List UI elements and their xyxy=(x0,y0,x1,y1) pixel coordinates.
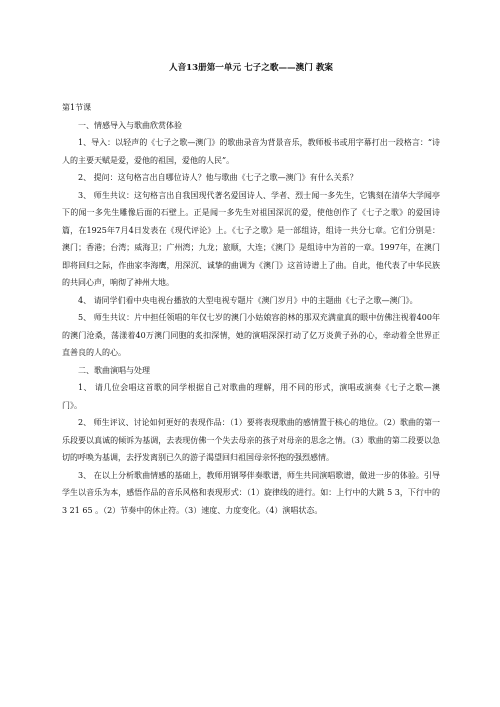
section1-item-3: 3、 师生共议：这句格言出自我国现代著名爱国诗人、学者、烈士闻一多先生，它镌刻在清华大学闻亭下的闻一多先生雕像后面的石壁上。正是闻一多先生对祖国深沉的爱，使他创作了《七子之歌》的爱国诗篇，在1925年7月4日发表在《现代评论》上。《七子之歌》是一部组诗，组诗一共分七章。它们分别是：澳门；香港；台湾；威海卫；广州湾；九龙；旅顺，大连；《澳门》是组诗中为首的一章。1997年，在澳门即将回归之际，作曲家李海鹰，用深沉、诚挚的曲调为《澳门》这首诗谱上了曲。自此，他代表了中华民族的共同心声，响彻了神州大地。 xyxy=(62,190,440,287)
section2-item-2: 2、 师生评议、讨论如何更好的表现作品：（1）要将表现歌曲的感情置于核心的地位。（2）歌曲的第一乐段要以真诚的倾诉为基调，去表现仿佛一个失去母亲的孩子对母亲的思念之情。（3）歌曲的第二段要以急切的呼唤为基调，去抒发离别已久的游子渴望回归祖国母亲怀抱的强烈感情。 xyxy=(62,418,440,462)
document-title: 人音13册第一单元 七子之歌——澳门 教案 xyxy=(168,63,334,73)
section1-item-5: 5、 师生共议：片中担任领唱的年仅七岁的澳门小姑娘容韵林的那双充满童真的眼中仿佛注视着400年的澳门沧桑，荡漾着40万澳门同胞的炙扣深情，她的演唱深深打动了亿万炎黄子孙的心，牵动着全世界正直善良的人的心。 xyxy=(62,313,440,357)
section2-item-3: 3、 在以上分析歌曲情感的基础上，教师用钢琴伴奏歌谱，师生共同演唱歌谱，做进一步的体验。引导学生以音乐为本，感悟作品的音乐风格和表现形式：（1）旋律线的进行。如：上行中的大跳 5 3，下行中的 3 21 65 。（2）节奏中的休止符。（3）速度、力度变化。（4）演唱状态。 xyxy=(62,470,440,515)
section1-item-4: 4、 请同学们看中央电视台播放的大型电视专题片《澳门岁月》中的主题曲《七子之歌—澳门》。 xyxy=(78,295,418,305)
lesson-heading: 第1节课 xyxy=(62,103,92,112)
section1-item-2: 2、 提问：这句格言出自哪位诗人？他与歌曲《七子之歌—澳门》有什么关系？ xyxy=(78,173,358,182)
document-page xyxy=(62,62,440,519)
section1-item-1: 1、导入：以轻声的《七子之歌—澳门》的歌曲录音为背景音乐，教师板书或用字幕打出一段格言：“诗人的主要天赋是爱，爱他的祖国，爱他的人民”。 xyxy=(62,138,440,165)
section-heading-1: 一、情感导入与歌曲欣赏体验 xyxy=(78,120,182,130)
section-heading-2: 二、歌曲演唱与处理 xyxy=(78,365,150,375)
section2-item-1: 1、 请几位会唱这首歌的同学根据自己对歌曲的理解，用不同的形式，演唱或演奏《七子之歌—澳门》。 xyxy=(62,383,440,410)
